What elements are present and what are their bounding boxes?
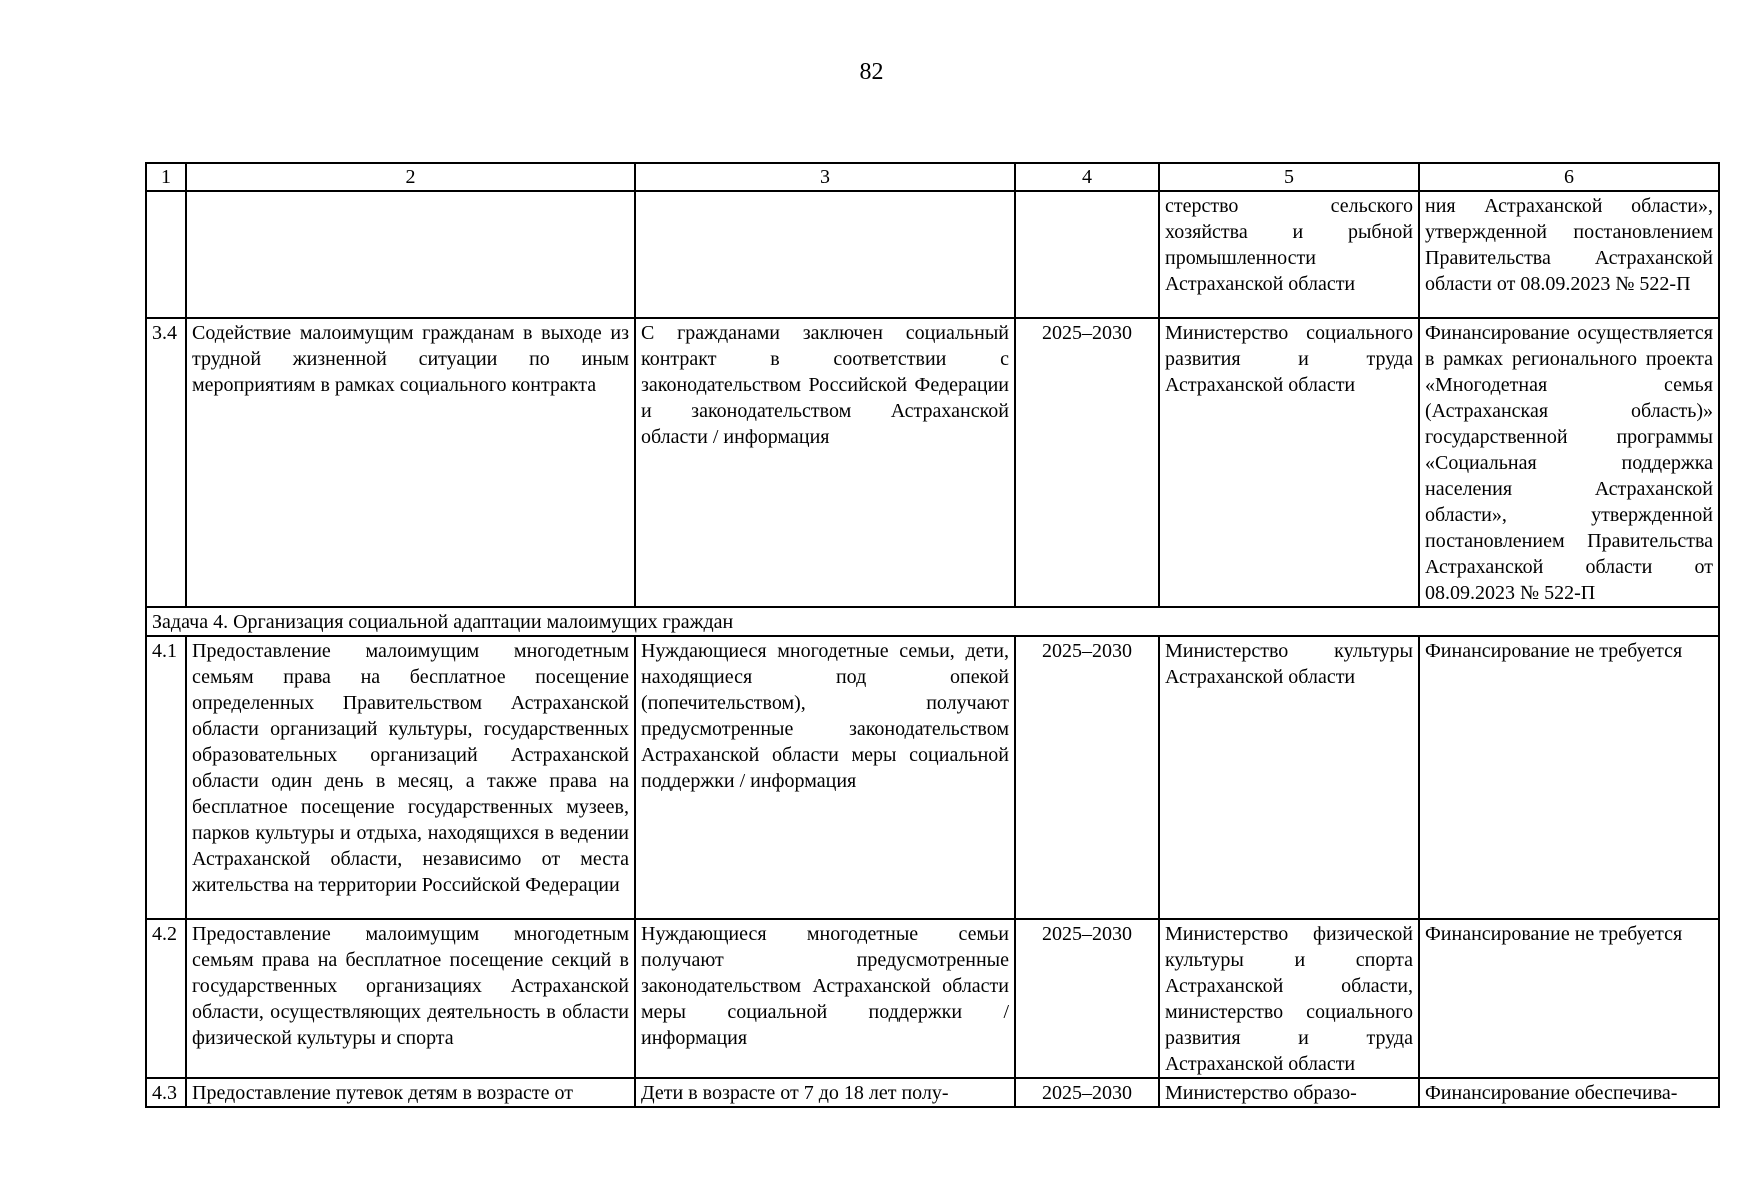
result-cell: С гражданами заключен социальный контракт в соответствии с законодательством Российской Федерации и законодательством Астраханской области / информация: [635, 318, 1015, 607]
measure-cell: Предоставление путевок детям в возрасте от: [186, 1078, 635, 1107]
row-number: 4.3: [146, 1078, 186, 1107]
table-row: [146, 318, 1719, 607]
table-row: [146, 636, 1719, 919]
executor-cell: Министерство физической культуры и спорта Астраханской области, министерство социального развития и труда Астраханской области: [1159, 919, 1419, 1078]
measure-cell: [186, 191, 635, 318]
executor-cell: стерство сельского хозяйства и рыбной промышленности Астраханской области: [1159, 191, 1419, 318]
period-cell: [1015, 191, 1159, 318]
result-cell: Дети в возрасте от 7 до 18 лет полу-: [635, 1078, 1015, 1107]
financing-cell: Финансирование не требуется: [1419, 919, 1719, 1078]
section-heading: Задача 4. Организация социальной адаптации малоимущих граждан: [146, 607, 1719, 636]
executor-cell: Министерство социального развития и труда Астраханской области: [1159, 318, 1419, 607]
result-cell: [635, 191, 1015, 318]
header-col-5: 5: [1159, 163, 1419, 191]
table-header-row: [146, 163, 1719, 191]
measure-cell: Предоставление малоимущим многодетным семьям права на бесплатное посещение определенных Правительством Астраханской области организаций культуры, государственных образовательных организаций Астраханской области один день в месяц, а также права на бесплатное посещение государственных музеев, парков культуры и отдыха, находящихся в ведении Астраханской области, независимо от места жительства на территории Российской Федерации: [186, 636, 635, 919]
row-number: 4.2: [146, 919, 186, 1078]
financing-cell: ния Астраханской области», утвержденной постановлением Правительства Астраханской области от 08.09.2023 № 522-П: [1419, 191, 1719, 318]
period-cell: 2025–2030: [1015, 919, 1159, 1078]
header-col-6: 6: [1419, 163, 1719, 191]
measures-table: [145, 162, 1720, 1108]
result-cell: Нуждающиеся многодетные семьи, дети, находящиеся под опекой (попечительством), получают предусмотренные законодательством Астраханской области меры социальной поддержки / информация: [635, 636, 1015, 919]
financing-cell: Финансирование не требуется: [1419, 636, 1719, 919]
financing-cell: Финансирование обеспечива-: [1419, 1078, 1719, 1107]
header-col-1: 1: [146, 163, 186, 191]
financing-cell: Финансирование осуществляется в рамках регионального проекта «Многодетная семья (Астраханская область)» государственной программы «Социальная поддержка населения Астраханской области», утвержденной постановлением Правительства Астраханской области от 08.09.2023 № 522-П: [1419, 318, 1719, 607]
period-cell: 2025–2030: [1015, 636, 1159, 919]
period-cell: 2025–2030: [1015, 318, 1159, 607]
header-col-4: 4: [1015, 163, 1159, 191]
header-col-3: 3: [635, 163, 1015, 191]
row-number: [146, 191, 186, 318]
executor-cell: Министерство культуры Астраханской области: [1159, 636, 1419, 919]
result-cell: Нуждающиеся многодетные семьи получают предусмотренные законодательством Астраханской области меры социальной поддержки / информация: [635, 919, 1015, 1078]
table-row: [146, 1078, 1719, 1107]
table-row: [146, 191, 1719, 318]
section-row: [146, 607, 1719, 636]
measure-cell: Содействие малоимущим гражданам в выходе из трудной жизненной ситуации по иным мероприятиям в рамках социального контракта: [186, 318, 635, 607]
row-number: 4.1: [146, 636, 186, 919]
page-number: 82: [859, 59, 884, 85]
measure-cell: Предоставление малоимущим многодетным семьям права на бесплатное посещение секций в государственных организациях Астраханской области, осуществляющих деятельность в области физической культуры и спорта: [186, 919, 635, 1078]
table-row: [146, 919, 1719, 1078]
executor-cell: Министерство образо-: [1159, 1078, 1419, 1107]
period-cell: 2025–2030: [1015, 1078, 1159, 1107]
header-col-2: 2: [186, 163, 635, 191]
row-number: 3.4: [146, 318, 186, 607]
